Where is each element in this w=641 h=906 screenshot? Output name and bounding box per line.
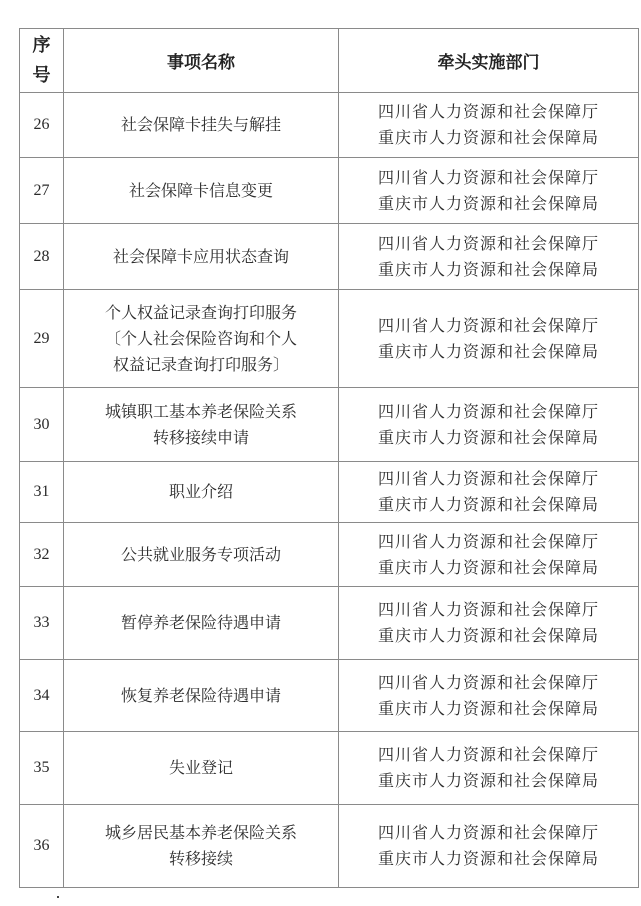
item-name-cell [64, 660, 339, 732]
item-name-line: 〔个人社会保险咨询和个人 [104, 328, 297, 348]
lead-department-cell [339, 462, 639, 523]
department-line: 重庆市人力资源和社会保障局 [377, 427, 599, 447]
item-name-line: 转移接续申请 [152, 427, 249, 447]
lead-department-cell [339, 660, 639, 732]
department-line: 四川省人力资源和社会保障厅 [377, 469, 599, 488]
table-body [20, 93, 639, 888]
department-line: 四川省人力资源和社会保障厅 [377, 102, 599, 121]
table-row [20, 587, 639, 660]
header-seq-line1: 序 [32, 34, 51, 56]
department-line: 重庆市人力资源和社会保障局 [377, 495, 599, 514]
row-number: 30 [20, 388, 64, 462]
table-row [20, 158, 639, 224]
item-name-line: 恢复养老保险待遇申请 [120, 685, 281, 705]
lead-department-cell [339, 388, 639, 462]
department-line: 四川省人力资源和社会保障厅 [377, 745, 599, 764]
table-row [20, 462, 639, 523]
department-line: 重庆市人力资源和社会保障局 [377, 849, 599, 868]
item-name-cell [64, 462, 339, 523]
row-number: 29 [20, 290, 64, 388]
lead-department-cell [339, 732, 639, 805]
row-number: 34 [20, 660, 64, 732]
header-dept: 牵头实施部门 [339, 29, 639, 93]
item-name-line: 城乡居民基本养老保险关系 [104, 823, 297, 842]
department-line: 重庆市人力资源和社会保障局 [377, 128, 599, 147]
item-name-line: 暂停养老保险待遇申请 [120, 613, 281, 632]
item-name-cell [64, 290, 339, 388]
item-name-line: 城镇职工基本养老保险关系 [104, 401, 297, 421]
item-name-cell [64, 224, 339, 290]
item-name-cell [64, 388, 339, 462]
row-number: 35 [20, 732, 64, 805]
department-line: 四川省人力资源和社会保障厅 [377, 672, 599, 692]
department-line: 四川省人力资源和社会保障厅 [377, 167, 599, 187]
page-mark [57, 896, 59, 898]
table-row [20, 732, 639, 805]
row-number: 36 [20, 805, 64, 888]
item-name-cell [64, 158, 339, 224]
department-line: 四川省人力资源和社会保障厅 [377, 233, 599, 253]
item-name-line: 公共就业服务专项活动 [120, 544, 281, 564]
table-row [20, 224, 639, 290]
item-name-line: 权益记录查询打印服务〕 [112, 354, 289, 374]
item-name-cell [64, 732, 339, 805]
item-name-cell [64, 805, 339, 888]
row-number: 32 [20, 523, 64, 587]
item-name-line: 职业介绍 [168, 482, 233, 501]
table-row [20, 660, 639, 732]
lead-department-cell [339, 93, 639, 158]
item-name-cell [64, 93, 339, 158]
table-row [20, 290, 639, 388]
item-name-line: 社会保障卡挂失与解挂 [120, 115, 281, 134]
table-row [20, 388, 639, 462]
department-line: 重庆市人力资源和社会保障局 [377, 771, 599, 790]
lead-department-cell [339, 523, 639, 587]
department-line: 四川省人力资源和社会保障厅 [377, 315, 599, 335]
lead-department-cell [339, 587, 639, 660]
item-name-cell [64, 523, 339, 587]
item-name-line: 个人权益记录查询打印服务 [104, 302, 297, 322]
row-number: 28 [20, 224, 64, 290]
header-name: 事项名称 [64, 29, 339, 93]
table-row [20, 523, 639, 587]
header-seq [20, 29, 64, 93]
lead-department-cell [339, 158, 639, 224]
item-name-line: 社会保障卡应用状态查询 [112, 246, 289, 266]
department-line: 四川省人力资源和社会保障厅 [377, 401, 599, 421]
header-row [20, 29, 639, 93]
department-line: 四川省人力资源和社会保障厅 [377, 823, 599, 842]
row-number: 33 [20, 587, 64, 660]
department-line: 重庆市人力资源和社会保障局 [377, 698, 599, 718]
item-name-cell [64, 587, 339, 660]
department-line: 四川省人力资源和社会保障厅 [377, 600, 599, 619]
department-line: 重庆市人力资源和社会保障局 [377, 557, 599, 577]
row-number: 31 [20, 462, 64, 523]
row-number: 27 [20, 158, 64, 224]
item-name-line: 失业登记 [168, 758, 233, 777]
lead-department-cell [339, 805, 639, 888]
services-table [19, 28, 639, 888]
item-name-line: 转移接续 [168, 849, 233, 868]
table-row [20, 805, 639, 888]
department-line: 重庆市人力资源和社会保障局 [377, 193, 599, 213]
department-line: 四川省人力资源和社会保障厅 [377, 531, 599, 551]
header-seq-line2: 号 [32, 64, 51, 86]
table-row [20, 93, 639, 158]
department-line: 重庆市人力资源和社会保障局 [377, 259, 599, 279]
lead-department-cell [339, 290, 639, 388]
row-number: 26 [20, 93, 64, 158]
department-line: 重庆市人力资源和社会保障局 [377, 626, 599, 645]
department-line: 重庆市人力资源和社会保障局 [377, 341, 599, 361]
lead-department-cell [339, 224, 639, 290]
item-name-line: 社会保障卡信息变更 [128, 180, 273, 200]
